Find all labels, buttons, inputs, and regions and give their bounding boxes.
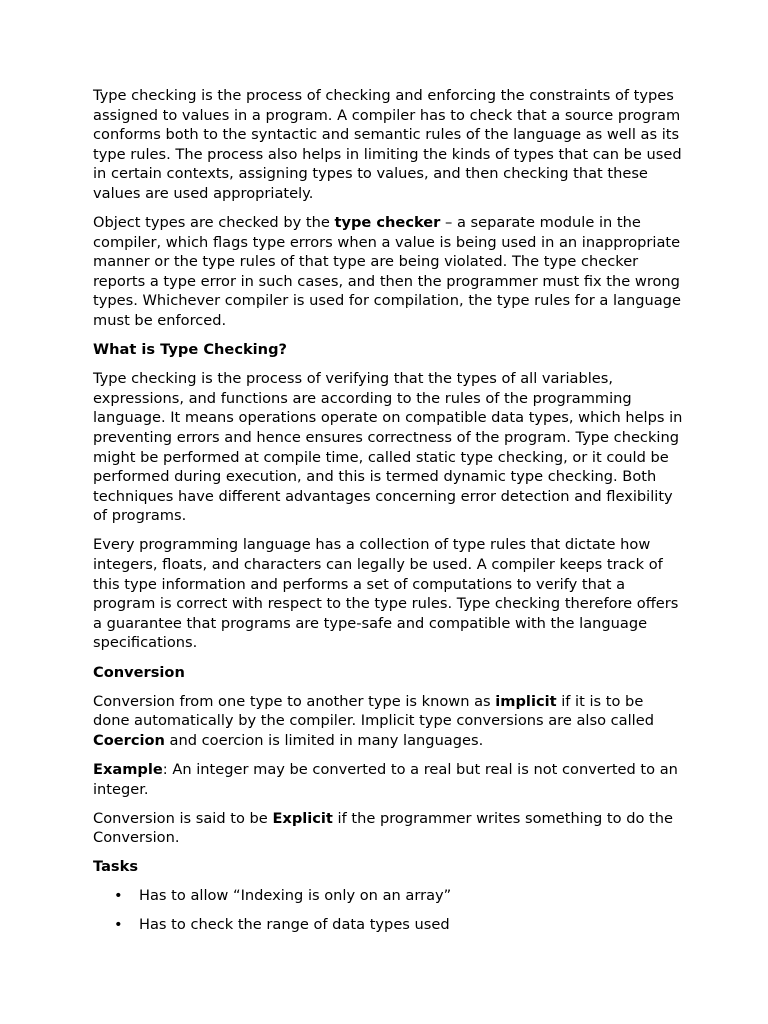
implicit-term: implicit <box>495 692 557 710</box>
type-checker-text-after: – a separate module in the compiler, which flags type errors when a value is being used in an inappropriate manner or the type rules of that type are being violated. The type checker reports a type error in such cases, and then the programmer must fix the wrong types. Whichever compiler is used for compilation, the type rules for a language must be enforced. <box>93 214 681 330</box>
example-text: : An integer may be converted to a real but real is not converted to an integer. <box>93 760 678 798</box>
list-item <box>93 886 683 906</box>
implicit-text-3: and coercion is limited in many languages. <box>164 731 484 749</box>
task-text: Has to check the range of data types used <box>139 916 450 934</box>
intro-paragraph: Type checking is the process of checking and enforcing the constraints of types assigned to values in a program. A compiler has to check that a source program conforms both to the syntactic and semantic rules of the language as well as its type rules. The process also helps in limiting the kinds of types that can be used in certain contexts, assigning types to values, and then checking that these values are used appropriately. <box>93 87 682 202</box>
explicit-term: Explicit <box>272 809 333 827</box>
example-paragraph <box>93 760 683 799</box>
task-text: Has to allow “Indexing is only on an array” <box>139 887 452 905</box>
example-label: Example <box>93 760 163 778</box>
explicit-text-after: if the programmer writes something to do the Conversion. <box>93 809 674 847</box>
document-page <box>93 86 683 945</box>
type-rules-paragraph: Every programming language has a collection of type rules that dictate how integers, floats, and characters can legally be used. A compiler keeps track of this type information and performs a set of computations to verify that a program is correct with respect to the type rules. Type checking therefore offers a guarantee that programs are type-safe and compatible with the language specifications. <box>93 536 679 652</box>
implicit-text-1: Conversion from one type to another type is known as <box>93 692 496 710</box>
tasks-list <box>93 886 683 935</box>
bullet-icon: • <box>114 887 123 905</box>
list-item <box>93 915 683 935</box>
explicit-text-before: Conversion is said to be <box>93 809 273 827</box>
heading-what-is-type-checking: What is Type Checking? <box>93 341 287 359</box>
explicit-conversion-paragraph <box>93 809 683 848</box>
type-checker-text-before: Object types are checked by the <box>93 214 335 232</box>
type-checker-paragraph <box>93 213 683 331</box>
definition-paragraph: Type checking is the process of verifying that the types of all variables, expressions, and functions are according to the rules of the programming language. It means operations operate on compatible data types, which helps in preventing errors and hence ensures correctness of the program. Type checking might be performed at compile time, called static type checking, or it could be performed during execution, and this is termed dynamic type checking. Both techniques have different advantages concerning error detection and flexibility of programs. <box>93 370 683 525</box>
type-checker-term: type checker <box>334 214 441 232</box>
implicit-conversion-paragraph <box>93 692 683 751</box>
heading-tasks: Tasks <box>93 858 138 876</box>
coercion-term: Coercion <box>93 731 165 749</box>
implicit-text-2: if it is to be done automatically by the compiler. Implicit type conversions are also called <box>93 692 654 730</box>
bullet-icon: • <box>114 916 123 934</box>
heading-conversion: Conversion <box>93 663 185 681</box>
